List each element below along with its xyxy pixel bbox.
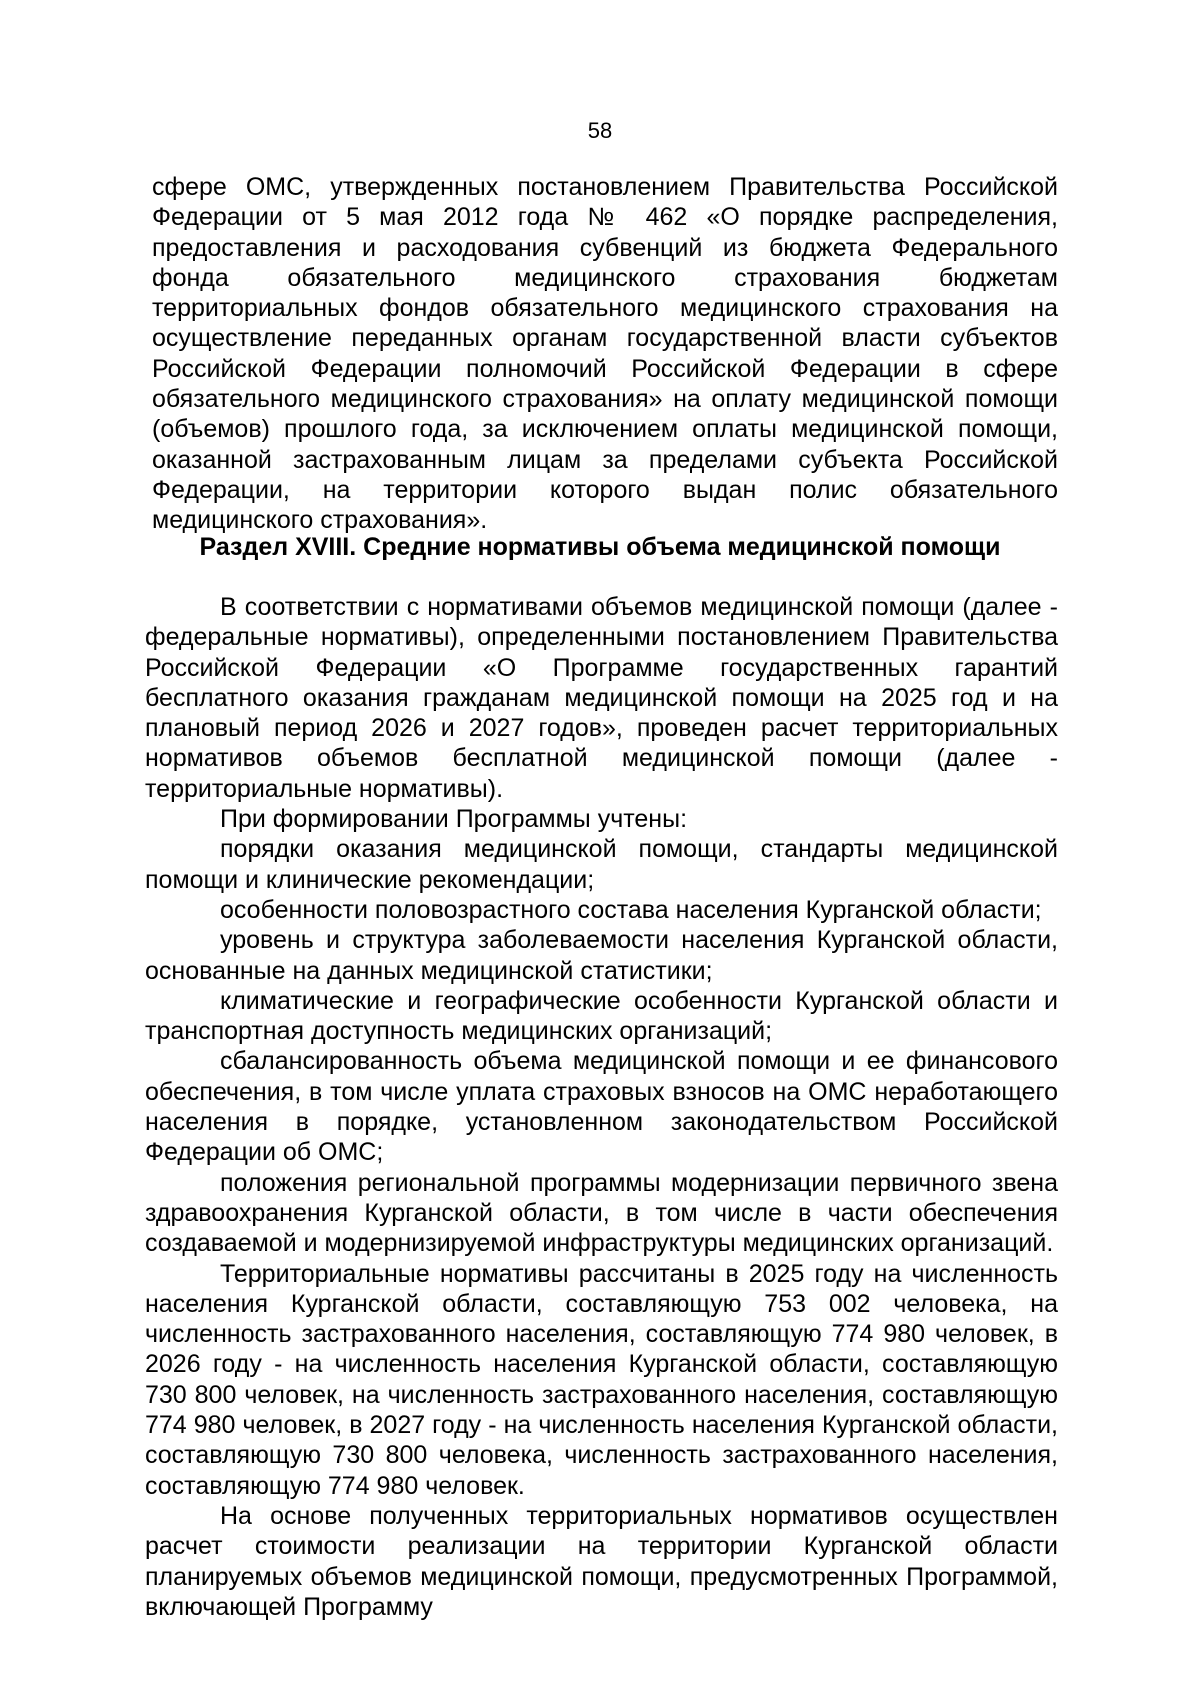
- page-number: 58: [587, 118, 613, 143]
- section-heading: Раздел XVIII. Средние нормативы объема медицинской помощи: [199, 533, 1001, 561]
- paragraph-population: Территориальные нормативы рассчитаны в 2025 году на численность населения Курганской области, составляющую 753 002 человека, на численность застрахованного населения, составляющую 774 980 человек, в 2026 году - на численность населения Курганской области, составляющую 730 800 человек, на численность застрахованного населения, составляющую 774 980 человек, в 2027 году - на численность населения Курганской области, составляющую 730 800 человека, численность застрахованного населения, составляющую 774 980 человек.: [145, 1259, 1058, 1500]
- list-item-climate: климатические и географические особенности Курганской области и транспортная доступность медицинских организаций;: [145, 986, 1058, 1046]
- paragraph-program-considered: При формировании Программы учтены:: [220, 805, 688, 834]
- list-item-procedures: порядки оказания медицинской помощи, стандарты медицинской помощи и клинические рекомендации;: [145, 835, 1058, 894]
- prelude-block: [152, 172, 1058, 536]
- paragraph-federal-norms: В соответствии с нормативами объемов медицинской помощи (далее - федеральные нормативы), определенными постановлением Правительства Российской Федерации «О Программе государственных гарантий бесплатного оказания гражданам медицинской помощи на 2025 год и на плановый период 2026 и 2027 годов», проведен расчет территориальных нормативов объемов бесплатной медицинской помощи (далее - территориальные нормативы).: [145, 593, 1058, 803]
- prelude-paragraph: сфере ОМС, утвержденных постановлением Правительства Российской Федерации от 5 мая 2012 года № 462 «О порядке распределения, предоставления и расходования субвенций из бюджета Федерального фонда обязательного медицинского страхования бюджетам территориальных фондов обязательного медицинского страхования на осуществление переданных органам государственной власти субъектов Российской Федерации полномочий Российской Федерации в сфере обязательного медицинского страхования» на оплату медицинской помощи (объемов) прошлого года, за исключением оплаты медицинской помощи, оказанной застрахованным лицам за пределами субъекта Российской Федерации, на территории которого выдан полис обязательного медицинского страхования».: [152, 173, 1058, 535]
- list-item-morbidity: уровень и структура заболеваемости населения Курганской области, основанные на данных медицинской статистики;: [145, 926, 1058, 985]
- paragraph-cost-calculation: На основе полученных территориальных нормативов осуществлен расчет стоимости реализации на территории Курганской области планируемых объемов медицинской помощи, предусмотренных Программой, включающей Программу: [145, 1501, 1058, 1621]
- list-item-age-structure: особенности половозрастного состава населения Курганской области;: [220, 895, 1042, 924]
- list-item-balance: сбалансированность объема медицинской помощи и ее финансового обеспечения, в том числе уплата страховых взносов на ОМС неработающего населения в порядке, установленном законодательством Российской Федерации об ОМС;: [145, 1047, 1058, 1167]
- section-body: [145, 592, 1058, 1622]
- list-item-modernization: положения региональной программы модернизации первичного звена здравоохранения Курганской области, в том числе в части обеспечения создаваемой и модернизируемой инфраструктуры медицинских организаций.: [145, 1168, 1058, 1258]
